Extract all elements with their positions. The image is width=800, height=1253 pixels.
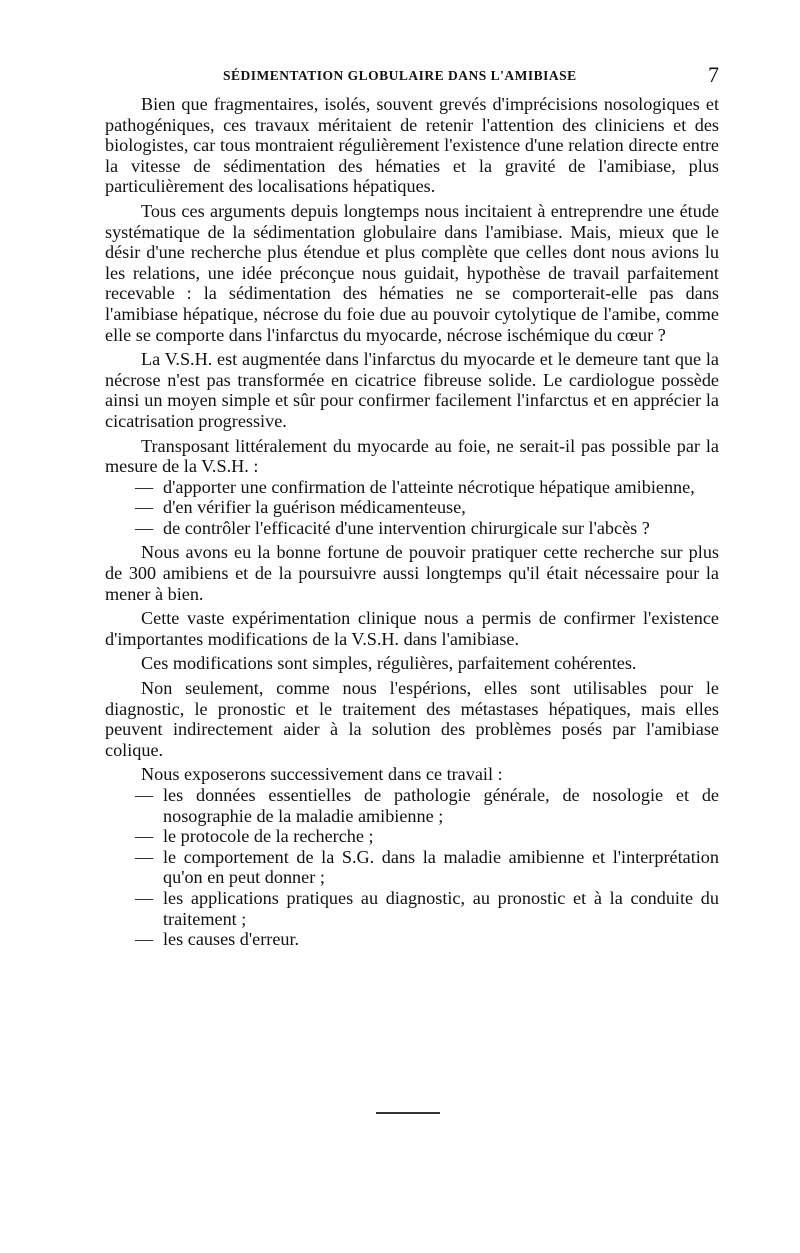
- dash-marker: —: [135, 887, 154, 908]
- list-item: [105, 518, 719, 539]
- paragraph: La V.S.H. est augmentée dans l'infarctus du myocarde et le demeure tant que la nécrose n'est pas transformée en cicatrice fibreuse solide. Le cardiologue possède ainsi un moyen simple et sûr pour confirmer facilement l'infarctus et en apprécier la cicatrisation progressive.: [105, 349, 719, 431]
- list-item: [105, 847, 719, 888]
- list-item: [105, 477, 719, 498]
- list-item: [105, 888, 719, 929]
- page-number: 7: [708, 62, 719, 87]
- dash-marker: —: [135, 476, 154, 497]
- paragraph: Tous ces arguments depuis longtemps nous incitaient à entreprendre une étude systématique de la sédimentation globulaire dans l'amibiase. Mais, mieux que le désir d'une recherche plus étendue et plus complète que celles dont nous avions lu les relations, une idée préconçue nous guidait, hypothèse de travail parfaitement recevable : la sédimentation des hématies ne se comporterait-elle pas dans l'amibiase hépatique, nécrose du foie due au pouvoir cytolytique de l'amibe, comme elle se comporte dans l'infarctus du myocarde, nécrose ischémique du cœur ?: [105, 200, 719, 345]
- list-item-text: les causes d'erreur.: [163, 929, 300, 950]
- dash-marker: —: [135, 517, 154, 538]
- list-verification-goals: [105, 477, 719, 539]
- dash-marker: —: [135, 497, 154, 518]
- list-item: [105, 785, 719, 826]
- list-item-text: de contrôler l'efficacité d'une intervention chirurgicale sur l'abcès ?: [163, 517, 650, 538]
- paragraph: Non seulement, comme nous l'espérions, elles sont utilisables pour le diagnostic, le pronostic et le traitement des métastases hépatiques, mais elles peuvent indirectement aider à la solution des problèmes posés par l'amibiase colique.: [105, 678, 719, 760]
- paragraph: Transposant littéralement du myocarde au foie, ne serait-il pas possible par la mesure de la V.S.H. :: [105, 435, 719, 477]
- dash-marker: —: [135, 826, 154, 847]
- paragraph: Nous avons eu la bonne fortune de pouvoir pratiquer cette recherche sur plus de 300 amibiens et de la poursuivre aussi longtemps qu'il était nécessaire pour la mener à bien.: [105, 542, 719, 604]
- section-end-rule: [376, 1112, 440, 1114]
- list-item-text: les applications pratiques au diagnostic, au pronostic et à la conduite du traitement ;: [163, 887, 719, 929]
- list-item: [105, 497, 719, 518]
- list-item-text: d'apporter une confirmation de l'atteinte nécrotique hépatique amibienne,: [163, 476, 695, 497]
- dash-marker: —: [135, 929, 154, 950]
- paragraph: Cette vaste expérimentation clinique nous a permis de confirmer l'existence d'importantes modifications de la V.S.H. dans l'amibiase.: [105, 608, 719, 649]
- page-body: [105, 62, 719, 954]
- running-title: SÉDIMENTATION GLOBULAIRE DANS L'AMIBIASE: [223, 68, 577, 83]
- dash-marker: —: [135, 785, 154, 805]
- list-item-text: les données essentielles de pathologie générale, de nosologie et de nosographie de la maladie amibienne ;: [163, 785, 719, 826]
- list-work-outline: [105, 785, 719, 950]
- list-item-text: le protocole de la recherche ;: [163, 826, 374, 847]
- paragraph: Nous exposerons successivement dans ce travail :: [141, 764, 503, 785]
- list-item: [105, 929, 719, 950]
- dash-marker: —: [135, 846, 154, 867]
- list-item-text: le comportement de la S.G. dans la maladie amibienne et l'interprétation qu'on en peut donner ;: [163, 846, 719, 888]
- running-header: [105, 62, 719, 90]
- paragraph: Bien que fragmentaires, isolés, souvent grevés d'imprécisions nosologiques et pathogéniques, ces travaux méritaient de retenir l'attention des cliniciens et des biologistes, car tous montraient régulièrement l'existence d'une relation directe entre la vitesse de sédimentation des hématies et la gravité de l'amibiase, plus particulièrement des localisations hépatiques.: [105, 94, 719, 197]
- list-item-text: d'en vérifier la guérison médicamenteuse,: [163, 497, 466, 518]
- paragraph: Ces modifications sont simples, régulières, parfaitement cohérentes.: [141, 653, 637, 674]
- list-item: [105, 826, 719, 847]
